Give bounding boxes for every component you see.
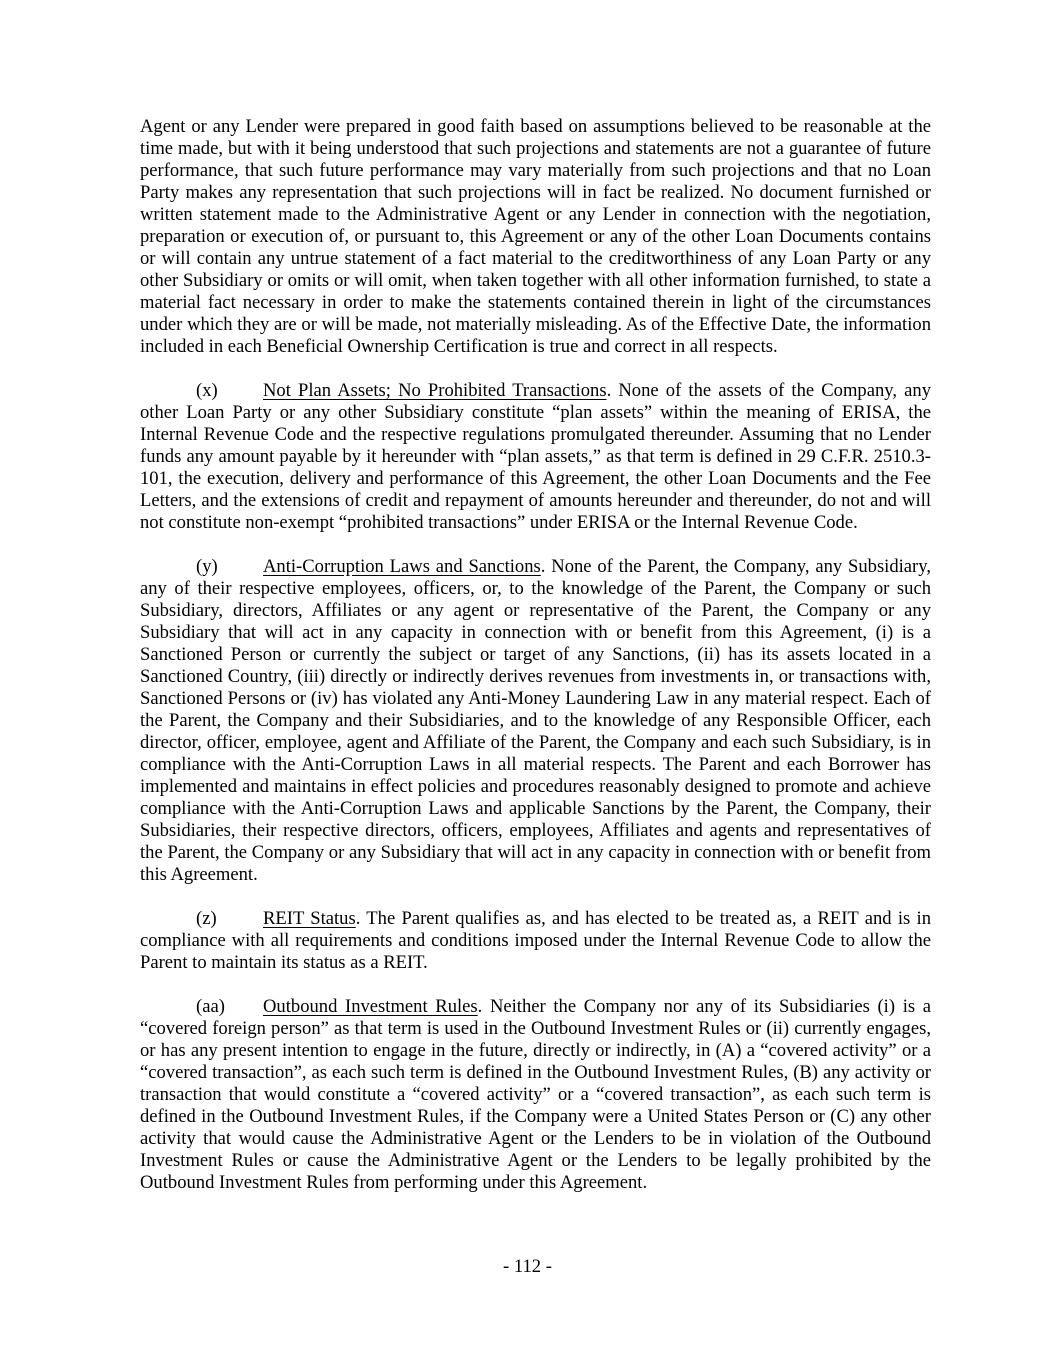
section-aa [140,996,931,1194]
section-x-heading: Not Plan Assets; No Prohibited Transactions [263,380,607,401]
section-x-body: . None of the assets of the Company, any other Loan Party or any other Subsidiary constitute “plan assets” within the meaning of ERISA, the Internal Revenue Code and the respective regulations promulgated thereunder. Assuming that no Lender funds any amount payable by it hereunder with “plan assets,” as that term is defined in 29 C.F.R. 2510.3-101, the execution, delivery and performance of this Agreement, the other Loan Documents and the Fee Letters, and the extensions of credit and repayment of amounts hereunder and thereunder, do not and will not constitute non-exempt “prohibited transactions” under ERISA or the Internal Revenue Code. [140,380,931,533]
paragraph-continuation: Agent or any Lender were prepared in good faith based on assumptions believed to be reasonable at the time made, but with it being understood that such projections and statements are not a guarantee of future performance, that such future performance may vary materially from such projections and that no Loan Party makes any representation that such projections will in fact be realized. No document furnished or written statement made to the Administrative Agent or any Lender in connection with the negotiation, preparation or execution of, or pursuant to, this Agreement or any of the other Loan Documents contains or will contain any untrue statement of a fact material to the creditworthiness of any Loan Party or any other Subsidiary or omits or will omit, when taken together with all other information furnished, to state a material fact necessary in order to make the statements contained therein in light of the circumstances under which they are or will be made, not materially misleading. As of the Effective Date, the information included in each Beneficial Ownership Certification is true and correct in all respects. [140,116,931,357]
section-aa-heading: Outbound Investment Rules [263,996,478,1017]
section-y-label: (y) [196,556,218,577]
section-y [140,556,931,886]
section-x [140,380,931,534]
section-aa-body: . Neither the Company nor any of its Subsidiaries (i) is a “covered foreign person” as that term is used in the Outbound Investment Rules or (ii) currently engages, or has any present intention to engage in the future, directly or indirectly, in (A) a “covered activity” or a “covered transaction”, as each such term is defined in the Outbound Investment Rules, (B) any activity or transaction that would constitute a “covered activity” or a “covered transaction”, as each such term is defined in the Outbound Investment Rules, if the Company were a United States Person or (C) any other activity that would cause the Administrative Agent or the Lenders to be in violation of the Outbound Investment Rules or cause the Administrative Agent or the Lenders to be legally prohibited by the Outbound Investment Rules from performing under this Agreement. [140,996,931,1193]
section-y-heading: Anti-Corruption Laws and Sanctions [263,556,541,577]
section-z-body: . The Parent qualifies as, and has elected to be treated as, a REIT and is in compliance with all requirements and conditions imposed under the Internal Revenue Code to allow the Parent to maintain its status as a REIT. [140,908,931,973]
section-z-label: (z) [196,908,217,929]
section-z-heading: REIT Status [263,908,356,929]
section-y-body: . None of the Parent, the Company, any Subsidiary, any of their respective employees, officers, or, to the knowledge of the Parent, the Company or such Subsidiary, directors, Affiliates or any agent or representative of the Parent, the Company or any Subsidiary that will act in any capacity in connection with or benefit from this Agreement, (i) is a Sanctioned Person or currently the subject or target of any Sanctions, (ii) has its assets located in a Sanctioned Country, (iii) directly or indirectly derives revenues from investments in, or transactions with, Sanctioned Persons or (iv) has violated any Anti-Money Laundering Law in any material respect. Each of the Parent, the Company and their Subsidiaries, and to the knowledge of any Responsible Officer, each director, officer, employee, agent and Affiliate of the Parent, the Company and each such Subsidiary, is in compliance with the Anti-Corruption Laws in all material respects. The Parent and each Borrower has implemented and maintains in effect policies and procedures reasonably designed to promote and achieve compliance with the Anti-Corruption Laws and applicable Sanctions by the Parent, the Company, their Subsidiaries, their respective directors, officers, employees, Affiliates and agents and representatives of the Parent, the Company or any Subsidiary that will act in any capacity in connection with or benefit from this Agreement. [140,556,931,885]
section-x-label: (x) [196,380,218,401]
section-z [140,908,931,974]
page-number: - 112 - [503,1256,552,1277]
page-content [140,116,931,1216]
section-aa-label: (aa) [196,996,225,1017]
